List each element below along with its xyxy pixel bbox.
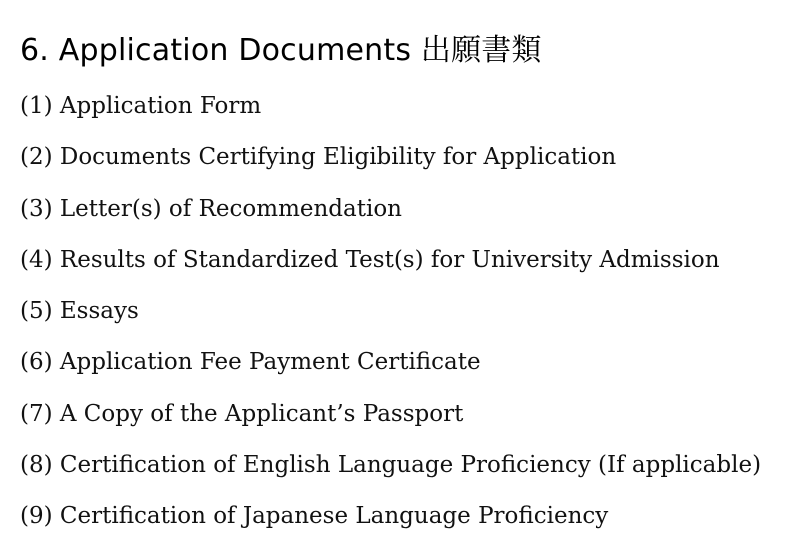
list-item-fee-payment-certificate: (6) Application Fee Payment Certificate (20, 349, 481, 376)
list-item-recommendation-letters: (3) Letter(s) of Recommendation (20, 195, 402, 222)
application-documents-list (20, 84, 761, 546)
section-heading: 6. Application Documents 出願書類 (20, 33, 542, 68)
list-item-passport-copy: (7) A Copy of the Applicant’s Passport (20, 400, 464, 427)
list-item-standardized-test-results: (4) Results of Standardized Test(s) for University Admission (20, 246, 720, 273)
list-item-application-form: (1) Application Form (20, 93, 262, 119)
list-item-eligibility-documents: (2) Documents Certifying Eligibility for Application (20, 144, 617, 171)
list-item-japanese-proficiency: (9) Certification of Japanese Language Proficiency (20, 503, 609, 530)
list-item-english-proficiency: (8) Certification of English Language Proficiency (If applicable) (20, 452, 762, 479)
list-item-essays: (5) Essays (20, 298, 139, 325)
